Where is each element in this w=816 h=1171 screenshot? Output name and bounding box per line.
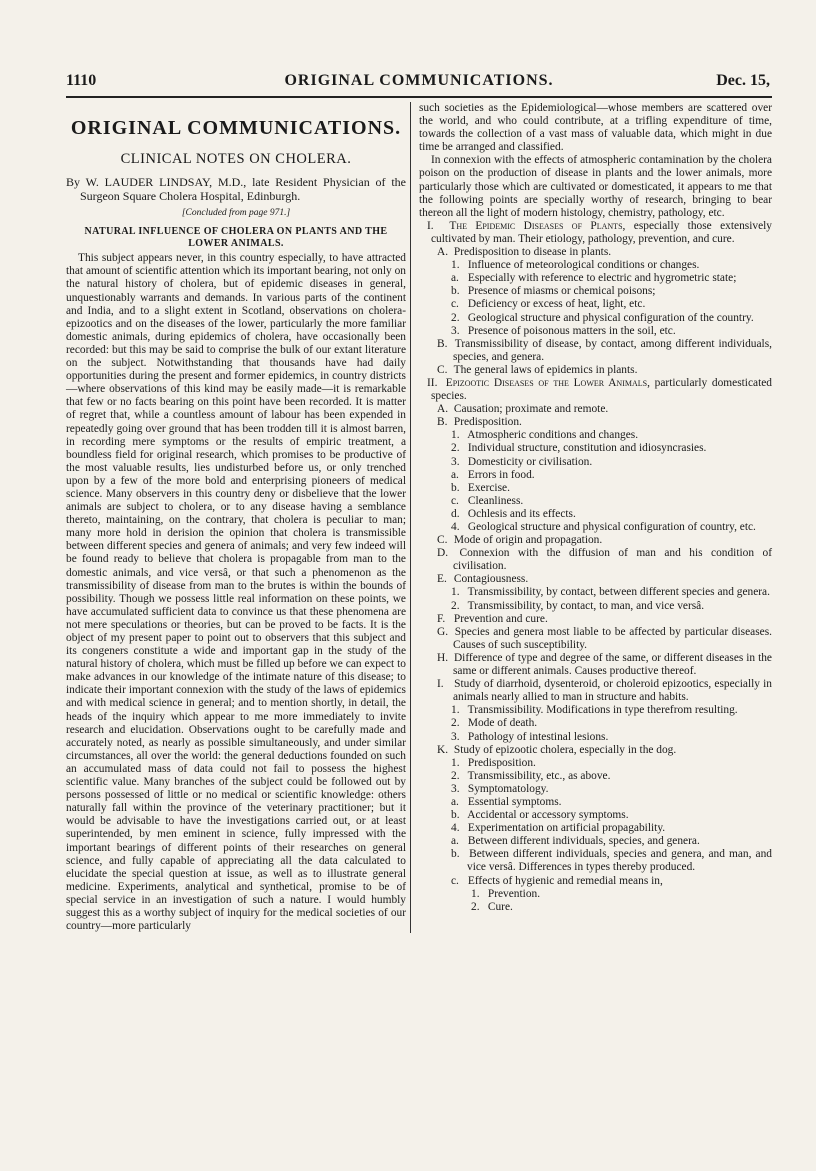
outline-item xyxy=(419,403,772,416)
outline-item xyxy=(419,573,772,586)
outline-marker: 2. xyxy=(451,599,460,612)
outline-item xyxy=(419,272,772,285)
outline-marker: 1. xyxy=(451,586,460,599)
outline-item xyxy=(419,259,772,272)
outline-text: Mode of origin and propagation. xyxy=(453,534,603,547)
outline-text: Atmospheric conditions and changes. xyxy=(467,429,639,442)
outline-marker: 1. xyxy=(451,429,460,442)
outline-item xyxy=(419,338,772,364)
outline-item xyxy=(419,220,772,246)
outline-item xyxy=(419,888,772,901)
outline-marker: 2. xyxy=(451,442,460,455)
outline-marker: 3. xyxy=(451,782,460,795)
outline-item xyxy=(419,456,772,469)
outline-text: Between different individuals, species and genera, and man, and vice versâ. Differences in types thereby produced. xyxy=(467,848,772,874)
outline-marker: E. xyxy=(437,573,447,586)
outline-text: Prevention. xyxy=(487,887,541,900)
outline-item xyxy=(419,652,772,678)
outline-item xyxy=(419,901,772,914)
outline-marker: b. xyxy=(451,809,460,822)
outline-marker: c. xyxy=(451,298,459,311)
outline-item xyxy=(419,744,772,757)
outline-marker: 4. xyxy=(451,521,460,533)
outline-marker: 3. xyxy=(451,455,460,468)
outline-marker: 3. xyxy=(451,324,460,337)
outline-text: Mode of death. xyxy=(467,717,538,730)
outline-item xyxy=(419,613,772,626)
outline-text: Pathology of intestinal lesions. xyxy=(467,730,609,743)
outline-item xyxy=(419,482,772,495)
outline-marker: II. xyxy=(427,376,438,389)
outline-item xyxy=(419,835,772,848)
research-outline xyxy=(419,220,772,914)
outline-marker: 2. xyxy=(451,717,460,730)
left-column xyxy=(66,102,410,933)
outline-text: Individual structure, constitution and idiosyncrasies. xyxy=(467,442,707,455)
running-head xyxy=(66,70,772,98)
subsection-heading: NATURAL INFLUENCE OF CHOLERA ON PLANTS AND THE LOWER ANIMALS. xyxy=(84,226,388,250)
outline-item xyxy=(419,809,772,822)
outline-item xyxy=(419,848,772,874)
outline-marker: 2. xyxy=(451,311,460,324)
outline-item xyxy=(419,508,772,521)
outline-marker: b. xyxy=(451,285,460,298)
outline-text: Between different individuals, species, and genera. xyxy=(467,835,700,848)
outline-text: Symptomatology. xyxy=(467,782,549,795)
outline-text: Presence of miasms or chemical poisons; xyxy=(467,285,656,298)
outline-marker: C. xyxy=(437,363,448,376)
outline-item xyxy=(419,469,772,482)
outline-item xyxy=(419,717,772,730)
outline-marker: A. xyxy=(437,403,449,416)
outline-marker: B. xyxy=(437,416,448,429)
outline-text: especially those extensively cultivated by man. Their etiology, pathology, prevention, and cure. xyxy=(431,219,772,245)
outline-marker: b. xyxy=(451,848,460,861)
outline-marker: 4. xyxy=(451,822,460,835)
outline-text: Transmissibility. Modifications in type therefrom resulting. xyxy=(467,704,738,717)
outline-item xyxy=(419,822,772,835)
outline-marker: c. xyxy=(451,494,459,507)
outline-text: Geological structure and physical configuration of country, etc. xyxy=(467,521,756,533)
section-title: ORIGINAL COMMUNICATIONS. xyxy=(70,117,402,139)
outline-marker: 1. xyxy=(451,259,460,272)
outline-heading: Epizootic Diseases of the Lower Animals, xyxy=(445,376,650,389)
outline-item xyxy=(419,783,772,796)
outline-item xyxy=(419,600,772,613)
outline-item xyxy=(419,364,772,377)
outline-text: Prevention and cure. xyxy=(453,612,548,625)
outline-marker: 2. xyxy=(471,900,480,913)
body-paragraph: This subject appears never, in this country especially, to have attracted that amount of scientific attention which its important bearing, not only on the natural history of cholera, but of epidemic diseases in general, unquestionably warrants and demands. In various parts of the continent and India, and to a slight extent in Scotland, observations on cholera-epizootics and on the diseases of the lower, particularly the more familiar domestic animals, during epidemics of cholera, have occasionally been recorded: but this may be said to comprise the bulk of our extant literature on the subject. Notwithstanding that thousands have had daily opportunities during the present and former epidemics, in country districts—where observations of this kind may be easily made—it is remarkable that few or no facts bearing on this point have been recorded. It is matter of regret that, while a countless amount of labour has been expended in repeatedly going over ground that has been trodden till it is almost barren, in recording mere symptoms or the results of empiric treatment, a boundless field for original research, which promises to be productive of the most valuable results, lies undisturbed before us, or only trenched upon by a few of the more bold and enterprising pioneers of medical science. Many observers in this country deny or disbelieve that the lower animals are subject to cholera, or to any disease having a semblance thereto, maintaining, on the contrary, that cholera is peculiar to man; many more hold in derision the opinion that cholera is transmissible between different species and genera of animals; and very few indeed will be found ready to believe that cholera is propagable from man to the domestic animals, and vice versâ, or that such a phenomenon as the transmissibility of disease from man to the brutes is within the bounds of possibility. Though we possess little real information on these points, we have accumulated sufficient data to convince us that these phenomena are not mere speculations or theories, but can be proved to be facts. It is the object of my present paper to point out to observers that this subject and its congeners constitute a wide and important gap in the study of the natural history of cholera, which must be filled up before we can expect to make advances in our knowledge of the intimate nature of this disease; to indicate their important connexion with the study of the laws of epidemics and with medical science in general; and to mention shortly, in detail, the heads of the inquiry which appear to me more immediately to invite research and elucidation. Observations ought to be carefully made and accurately noted, as nearly as possible simultaneously, and under similar circumstances, all over the world: the general deductions founded on such an accumulated mass of data could not fail to possess the highest scientific value. Many branches of the subject could be followed out by persons possessed of little or no medical or scientific knowledge: others naturally fall within the province of the veterinary practitioner; but it would be advisable to have the investigations carried out, or at least superintended, by men eminent in science, fully impressed with the important bearings of different points of their researches on general science, and fully capable of appreciating all the data calculated to elucidate the special question at issue, as well as to illustrate general medicine. Experiments, analytical and synthetical, promise to be of special service in an investigation of such a nature. I would humbly suggest this as a worthy subject of inquiry for the medical societies of our country—more particularly xyxy=(66,252,406,933)
outline-marker: a. xyxy=(451,468,459,481)
outline-text: Species and genera most liable to be affected by particular diseases. Causes of such susceptibility. xyxy=(453,625,772,651)
outline-item xyxy=(419,547,772,573)
outline-text: Transmissibility, by contact, to man, and vice versâ. xyxy=(467,599,705,612)
byline: By W. LAUDER LINDSAY, M.D., late Resident Physician of the Surgeon Square Cholera Hospital, Edinburgh. xyxy=(66,175,406,204)
issue-date: Dec. 15, xyxy=(716,72,770,89)
outline-text: Transmissibility, by contact, between different species and genera. xyxy=(467,586,770,599)
outline-text: Influence of meteorological conditions or changes. xyxy=(467,259,700,272)
outline-item xyxy=(419,704,772,717)
outline-text: Cleanliness. xyxy=(467,494,524,507)
outline-marker: 2. xyxy=(451,769,460,782)
outline-text: Difference of type and degree of the same, or different diseases in the same or different animals. Causes productive thereof. xyxy=(453,651,772,678)
outline-heading: The Epidemic Diseases of Plants, xyxy=(449,219,626,232)
outline-text: Predisposition. xyxy=(453,416,522,429)
outline-marker: G. xyxy=(437,625,449,638)
outline-item xyxy=(419,770,772,783)
outline-item xyxy=(419,796,772,809)
outline-item xyxy=(419,521,772,534)
outline-text: Predisposition to disease in plants. xyxy=(453,246,612,259)
outline-item xyxy=(419,285,772,298)
body-paragraph: In connexion with the effects of atmospheric contamination by the cholera poison on the production of disease in plants and the lower animals, more particularly those which are cultivated or domesticated, it appears to me that the following points are specially worthy of research, bringing to bear thereon all the light of modern histology, chemistry, pathology, etc. xyxy=(419,154,772,219)
outline-marker: b. xyxy=(451,481,460,494)
outline-marker: D. xyxy=(437,547,449,560)
outline-item xyxy=(419,875,772,888)
outline-marker: 1. xyxy=(451,704,460,717)
outline-item xyxy=(419,429,772,442)
outline-text: Essential symptoms. xyxy=(467,795,562,808)
outline-marker: I. xyxy=(437,678,444,691)
outline-text: Especially with reference to electric and hygrometric state; xyxy=(467,272,737,285)
outline-marker: C. xyxy=(437,534,448,547)
outline-item xyxy=(419,586,772,599)
outline-item xyxy=(419,495,772,508)
outline-text: Cure. xyxy=(487,900,513,913)
outline-text: Experimentation on artificial propagability. xyxy=(467,822,666,835)
outline-marker: 3. xyxy=(451,730,460,743)
page-number: 1110 xyxy=(66,72,97,89)
outline-item xyxy=(419,377,772,403)
outline-item xyxy=(419,678,772,704)
outline-text: Presence of poisonous matters in the soil, etc. xyxy=(467,324,676,337)
continuation-note: [Concluded from page 971.] xyxy=(181,208,291,219)
outline-item xyxy=(419,416,772,429)
outline-item xyxy=(419,731,772,744)
outline-text: Study of epizootic cholera, especially in the dog. xyxy=(453,743,677,756)
outline-item xyxy=(419,534,772,547)
outline-text: Exercise. xyxy=(467,481,510,494)
continued-paragraph: such societies as the Epidemiological—whose members are scattered over the world, and who could contribute, at a trifling expenditure of time, towards the collection of a vast mass of valuable data, which might in due time be arranged and classified. xyxy=(419,102,772,154)
columns xyxy=(66,102,772,933)
journal-section-title: ORIGINAL COMMUNICATIONS. xyxy=(284,72,554,89)
outline-text: Study of diarrhoid, dysenteroid, or choleroid epizootics, especially in animals nearly allied to man in structure and habits. xyxy=(453,678,772,704)
outline-text: Domesticity or civilisation. xyxy=(467,455,593,468)
outline-text: The general laws of epidemics in plants. xyxy=(453,363,638,376)
outline-text: Ochlesis and its effects. xyxy=(467,507,576,520)
outline-text: Accidental or accessory symptoms. xyxy=(467,809,629,822)
outline-text: Connexion with the diffusion of man and his condition of civilisation. xyxy=(453,547,773,573)
outline-marker: I. xyxy=(427,219,434,232)
outline-text: Effects of hygienic and remedial means in, xyxy=(467,874,663,887)
outline-marker: c. xyxy=(451,874,459,887)
outline-marker: F. xyxy=(437,612,446,625)
outline-text: Deficiency or excess of heat, light, etc. xyxy=(467,298,646,311)
outline-item xyxy=(419,757,772,770)
article-title: CLINICAL NOTES ON CHOLERA. xyxy=(120,151,352,168)
outline-item xyxy=(419,626,772,652)
outline-marker: 1. xyxy=(471,887,480,900)
outline-text: particularly domesticated species. xyxy=(431,376,772,403)
outline-item xyxy=(419,325,772,338)
outline-text: Predisposition. xyxy=(467,756,536,769)
outline-text: Errors in food. xyxy=(467,468,535,481)
outline-item xyxy=(419,246,772,259)
outline-marker: K. xyxy=(437,743,449,756)
outline-text: Transmissibility, etc., as above. xyxy=(467,769,611,782)
outline-item xyxy=(419,298,772,311)
outline-text: Geological structure and physical configuration of the country. xyxy=(467,311,754,324)
outline-item xyxy=(419,312,772,325)
right-column xyxy=(410,102,772,933)
outline-marker: a. xyxy=(451,835,459,848)
outline-marker: a. xyxy=(451,795,459,808)
outline-text: Causation; proximate and remote. xyxy=(453,403,609,416)
outline-text: Contagiousness. xyxy=(453,573,529,586)
outline-marker: 1. xyxy=(451,756,460,769)
outline-marker: H. xyxy=(437,651,449,664)
outline-item xyxy=(419,442,772,455)
outline-marker: A. xyxy=(437,246,449,259)
outline-marker: B. xyxy=(437,337,448,350)
outline-marker: a. xyxy=(451,272,459,285)
outline-text: Transmissibility of disease, by contact, among different individuals, species, and genera. xyxy=(453,337,772,363)
outline-marker: d. xyxy=(451,507,460,520)
